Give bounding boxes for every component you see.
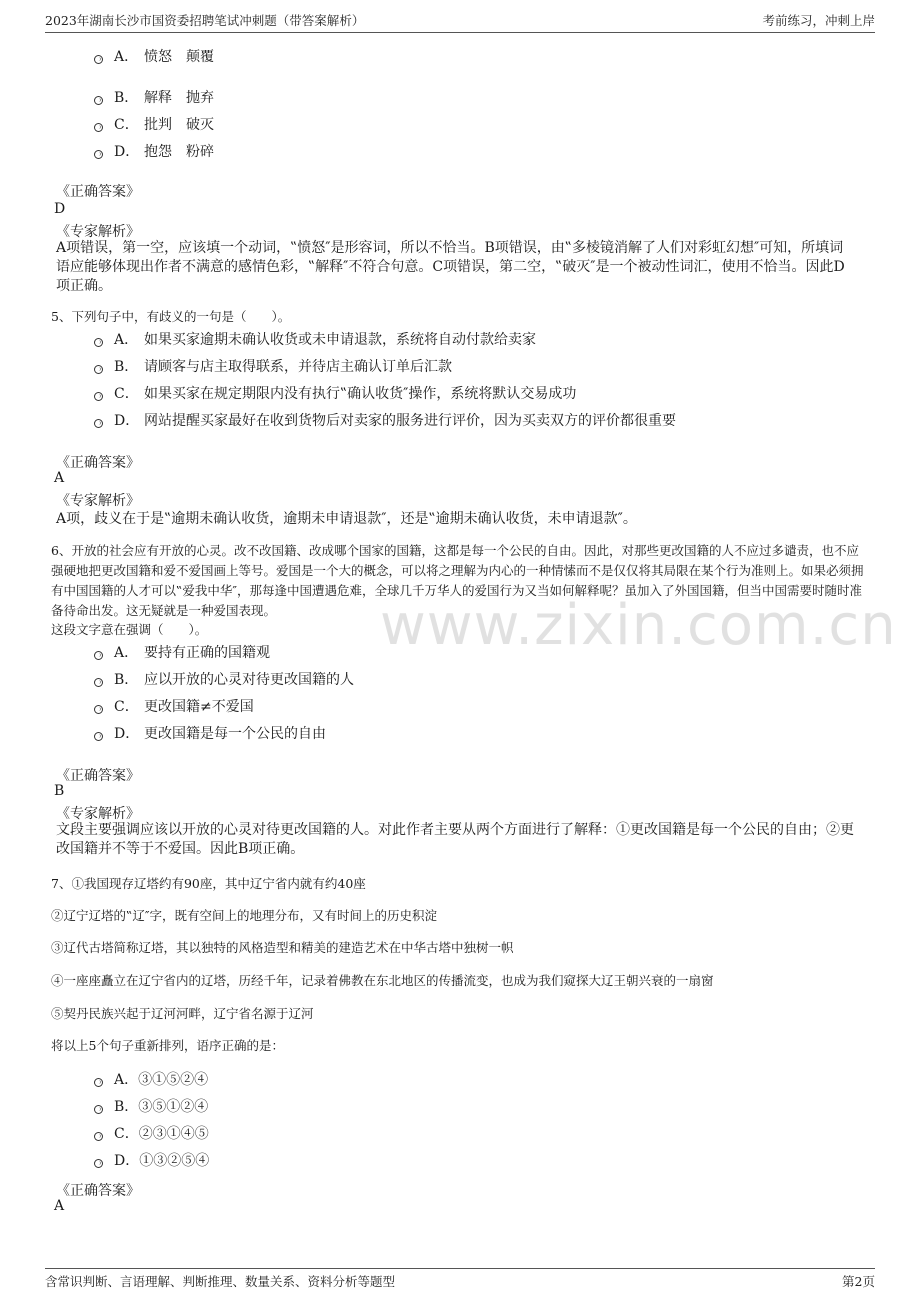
q7-sentence-5: ⑤契丹民族兴起于辽河河畔，辽宁省名源于辽河 — [51, 1006, 314, 1021]
q5-option-b[interactable] — [114, 356, 452, 376]
q6-stem: 6、开放的社会应有开放的心灵。改不改国籍、改成哪个国家的国籍，这都是每一个公民的自由。因此，对那些更改国籍的人不应过多谴责，也不应强硬地把更改国籍和爱不爱国画上等号。爱国是一个大的概念，可以将之理解为内心的一种情愫而不是仅仅将其局限在某个行为准则上。如果必须拥有中国国籍的人才可以‟爱我中华″，那每逢中国遭遇危难，全球几千万华人的爱国行为又当如何解释呢？虽加入了外国国籍，但当中国需要时随时准备待命出发。这无疑就是一种爱国表现。 — [51, 543, 864, 618]
radio-q6-b[interactable] — [94, 678, 103, 687]
q6-question: 这段文字意在强调（ ）。 — [51, 622, 208, 637]
q5-answer: A — [54, 470, 65, 486]
q7-sentence-4: ④一座座矗立在辽宁省内的辽塔，历经千年，记录着佛教在东北地区的传播流变，也成为我们窥探大辽王朝兴衰的一扇窗 — [51, 973, 714, 988]
q7-option-b[interactable] — [114, 1096, 208, 1116]
option-word-1: 抱怨 — [144, 144, 172, 160]
option-key: D． — [114, 1153, 140, 1169]
q4-answer-label: 《正确答案》 — [56, 184, 140, 200]
q5-answer-label: 《正确答案》 — [56, 455, 140, 471]
footer-rule — [45, 1268, 875, 1269]
option-text: ①③②⑤④ — [139, 1153, 210, 1169]
q6-option-b[interactable] — [114, 669, 354, 689]
page-number: 第2页 — [842, 1274, 875, 1289]
option-text: ③①⑤②④ — [138, 1072, 209, 1088]
option-text: 请顾客与店主取得联系，并待店主确认订单后汇款 — [144, 359, 452, 375]
option-text: ③⑤①②④ — [138, 1099, 209, 1115]
q7-option-c[interactable] — [114, 1123, 209, 1143]
option-key: C． — [114, 699, 139, 715]
option-word-2: 抛弃 — [186, 90, 214, 106]
header-rule — [45, 32, 875, 33]
option-text: 更改国籍是每一个公民的自由 — [144, 726, 326, 742]
option-key: D． — [114, 144, 140, 160]
q7-answer-label: 《正确答案》 — [56, 1183, 140, 1199]
q5-analysis-label: 《专家解析》 — [56, 493, 140, 509]
option-key: B． — [114, 90, 139, 106]
radio-q7-a[interactable] — [94, 1078, 103, 1087]
header-slogan: 考前练习，冲刺上岸 — [762, 13, 875, 28]
q5-option-d[interactable] — [114, 410, 676, 430]
option-text: 如果买家在规定期限内没有执行‟确认收货″操作，系统将默认交易成功 — [144, 386, 577, 402]
option-word-2: 颠覆 — [186, 49, 214, 65]
q5-option-c[interactable] — [114, 383, 576, 403]
q6-option-a[interactable] — [114, 642, 270, 662]
q6-option-d[interactable] — [114, 723, 326, 743]
q5-stem: 5、下列句子中，有歧义的一句是（ ）。 — [51, 309, 291, 324]
option-text: 要持有正确的国籍观 — [144, 645, 270, 661]
footer-text: 含常识判断、言语理解、判断推理、数量关系、资料分析等题型 — [45, 1274, 396, 1289]
q4-option-a[interactable] — [114, 46, 214, 66]
q7-stem: 7、①我国现存辽塔约有90座，其中辽宁省内就有约40座 — [51, 876, 366, 891]
q4-option-d[interactable] — [114, 141, 214, 161]
option-text: ②③①④⑤ — [138, 1126, 209, 1142]
option-key: A． — [114, 49, 139, 65]
option-text: 如果买家逾期未确认收货或未申请退款，系统将自动付款给卖家 — [144, 332, 536, 348]
option-key: A． — [114, 645, 139, 661]
radio-q5-c[interactable] — [94, 392, 103, 401]
option-key: B． — [114, 672, 139, 688]
q4-option-b[interactable] — [114, 87, 214, 107]
option-key: A． — [114, 332, 139, 348]
option-word-1: 批判 — [144, 117, 172, 133]
option-key: B． — [114, 359, 139, 375]
option-text: 应以开放的心灵对待更改国籍的人 — [144, 672, 354, 688]
option-word-1: 愤怒 — [144, 49, 172, 65]
q7-answer: A — [54, 1198, 65, 1214]
q6-analysis: 文段主要强调应该以开放的心灵对待更改国籍的人。对此作者主要从两个方面进行了解释：①更改国籍是每一个公民的自由；②更改国籍并不等于不爱国。因此B项正确。 — [56, 822, 854, 857]
q5-option-a[interactable] — [114, 329, 536, 349]
q6-analysis-label: 《专家解析》 — [56, 806, 140, 822]
option-word-2: 破灭 — [186, 117, 214, 133]
option-key: C． — [114, 1126, 139, 1142]
q7-option-a[interactable] — [114, 1069, 208, 1089]
radio-q7-b[interactable] — [94, 1105, 103, 1114]
q4-analysis: A项错误，第一空，应该填一个动词，‟愤怒″是形容词，所以不恰当。B项错误，由‟多棱镜消解了人们对彩虹幻想″可知，所填词语应能够体现出作者不满意的感情色彩，‟解释″不符合句意。C项错误，第二空，‟破灭″是一个被动性词汇，使用不恰当。因此D项正确。 — [56, 240, 845, 294]
watermark: www.zixin.com.cn — [380, 593, 897, 658]
option-key: D． — [114, 413, 140, 429]
radio-q6-d[interactable] — [94, 732, 103, 741]
radio-q4-d[interactable] — [94, 150, 103, 159]
q6-answer-label: 《正确答案》 — [56, 768, 140, 784]
q7-sentence-3: ③辽代古塔简称辽塔，其以独特的风格造型和精美的建造艺术在中华古塔中独树一帜 — [51, 940, 514, 955]
option-key: C． — [114, 117, 139, 133]
radio-q7-c[interactable] — [94, 1132, 103, 1141]
q4-analysis-label: 《专家解析》 — [56, 224, 140, 240]
option-text: 更改国籍≠不爱国 — [144, 699, 254, 715]
q7-option-d[interactable] — [114, 1150, 209, 1170]
option-key: B． — [114, 1099, 139, 1115]
radio-q6-c[interactable] — [94, 705, 103, 714]
q4-option-c[interactable] — [114, 114, 214, 134]
q6-answer: B — [54, 783, 65, 799]
q7-sentence-2: ②辽宁辽塔的‟辽″字，既有空间上的地理分布，又有时间上的历史积淀 — [51, 908, 438, 923]
radio-q7-d[interactable] — [94, 1159, 103, 1168]
option-word-1: 解释 — [144, 90, 172, 106]
q7-question: 将以上5个句子重新排列，语序正确的是： — [51, 1038, 284, 1053]
radio-q4-a[interactable] — [94, 55, 103, 64]
radio-q6-a[interactable] — [94, 651, 103, 660]
option-text: 网站提醒买家最好在收到货物后对卖家的服务进行评价，因为买卖双方的评价都很重要 — [144, 413, 676, 429]
radio-q4-c[interactable] — [94, 123, 103, 132]
option-key: D． — [114, 726, 140, 742]
q5-analysis: A项，歧义在于是‟逾期未确认收货，逾期未申请退款″，还是‟逾期未确认收货，未申请退款″。 — [56, 511, 637, 527]
option-key: A． — [114, 1072, 139, 1088]
radio-q4-b[interactable] — [94, 96, 103, 105]
option-word-2: 粉碎 — [186, 144, 214, 160]
option-key: C． — [114, 386, 139, 402]
q4-answer: D — [54, 201, 66, 217]
q6-option-c[interactable] — [114, 696, 254, 716]
document-title: 2023年湖南长沙市国资委招聘笔试冲刺题（带答案解析） — [45, 13, 365, 28]
radio-q5-d[interactable] — [94, 419, 103, 428]
radio-q5-a[interactable] — [94, 338, 103, 347]
radio-q5-b[interactable] — [94, 365, 103, 374]
